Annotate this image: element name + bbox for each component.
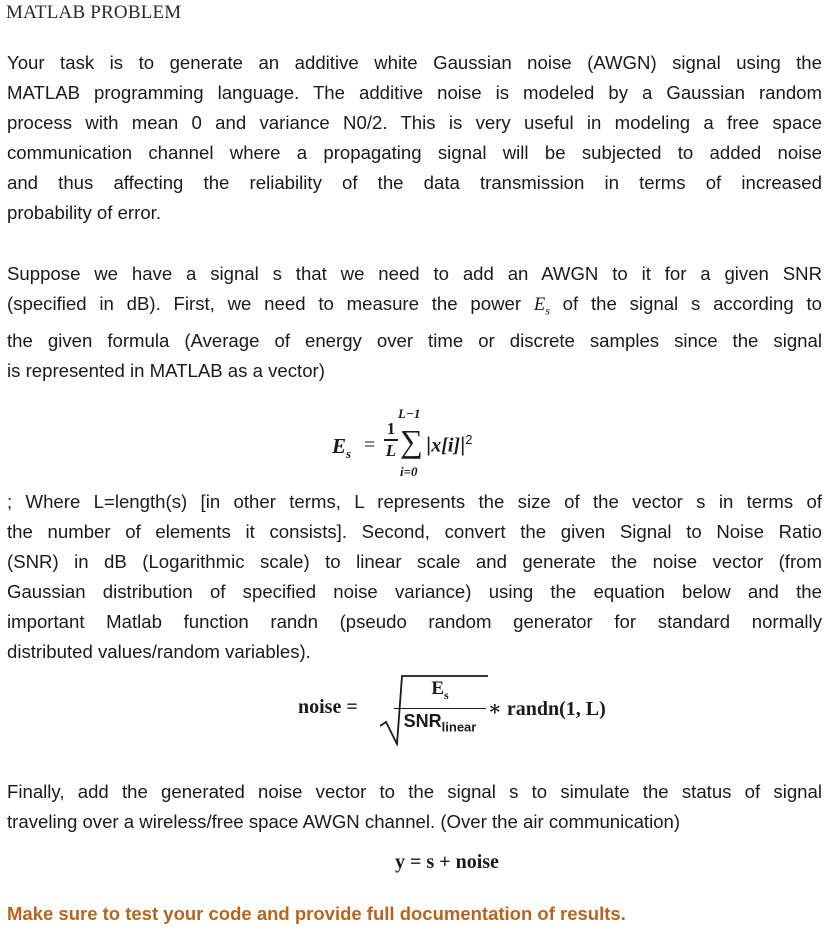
sum-upper-limit: L−1 — [398, 406, 421, 421]
output-formula: y = s + noise — [395, 851, 499, 873]
noise-formula — [298, 674, 638, 746]
power-line-3: the given formula (Average of energy over time or discrete samples since the signal — [7, 329, 822, 351]
summation-symbol: ∑ — [400, 423, 423, 459]
power-symbol: $E_s$ — [533, 294, 550, 318]
final-step-paragraph — [7, 777, 822, 837]
power-line-1: Suppose we have a signal s that we need to add an AWGN to it for a given SNR — [7, 263, 822, 284]
power-line-2-post: of the signal s according to — [562, 293, 822, 314]
intro-line-2: MATLAB programming language. The additive noise is modeled by a Gaussian random — [7, 82, 822, 103]
final-line-1: Finally, add the generated noise vector to the signal s to simulate the status of signal — [7, 781, 822, 802]
noise-line-4: Gaussian distribution of specified noise variance) using the equation below and the — [7, 581, 822, 602]
noise-line-5: important Matlab function randn (pseudo random generator for standard normally — [7, 611, 822, 632]
document-title: MATLAB PROBLEM — [6, 2, 182, 23]
formula2-lhs: noise = — [298, 696, 358, 718]
intro-line-4: communication channel where a propagating signal will be subjected to added noise — [7, 142, 822, 163]
formula2-fraction: $E_s$ $SNR_{linear}$ — [394, 678, 486, 739]
intro-line-5: and thus affecting the reliability of the data transmission in terms of increased — [7, 172, 822, 193]
signal-power-paragraph — [7, 259, 822, 386]
power-line-2-pre: (specified in dB). First, we need to measure the power — [7, 293, 522, 314]
formula1-summand: $|x[i]|^2$ — [426, 432, 473, 457]
formula1-fraction: 1 L — [385, 419, 397, 460]
footer-instruction: Make sure to test your code and provide full documentation of results. — [7, 903, 626, 924]
intro-line-3: process with mean 0 and variance N0/2. This is very useful in modeling a free space — [7, 112, 822, 133]
noise-line-1: ; Where L=length(s) [in other terms, L represents the size of the vector s in terms of — [7, 491, 822, 512]
formula1-equals: = — [364, 434, 376, 456]
final-line-2: traveling over a wireless/free space AWGN channel. (Over the air communication) — [7, 811, 681, 832]
noise-line-6: distributed values/random variables). — [7, 641, 311, 662]
intro-line-6: probability of error. — [7, 202, 161, 223]
power-line-4: is represented in MATLAB as a vector) — [7, 359, 325, 381]
noise-line-3: (SNR) in dB (Logarithmic scale) to linear scale and generate the noise vector (from — [7, 551, 822, 572]
intro-line-1: Your task is to generate an additive white Gaussian noise (AWGN) signal using the — [7, 52, 822, 73]
noise-line-2: the number of elements it consists]. Second, convert the given Signal to Noise Ratio — [7, 521, 822, 542]
intro-paragraph — [7, 48, 822, 228]
formula1-lhs: $E_s$ — [332, 434, 352, 462]
signal-power-formula — [332, 408, 532, 486]
formula2-rhs: ∗ randn(1, L) — [488, 698, 606, 720]
sum-lower-limit: i=0 — [400, 464, 418, 479]
noise-generation-paragraph — [7, 487, 822, 667]
power-line-2 — [7, 289, 822, 326]
